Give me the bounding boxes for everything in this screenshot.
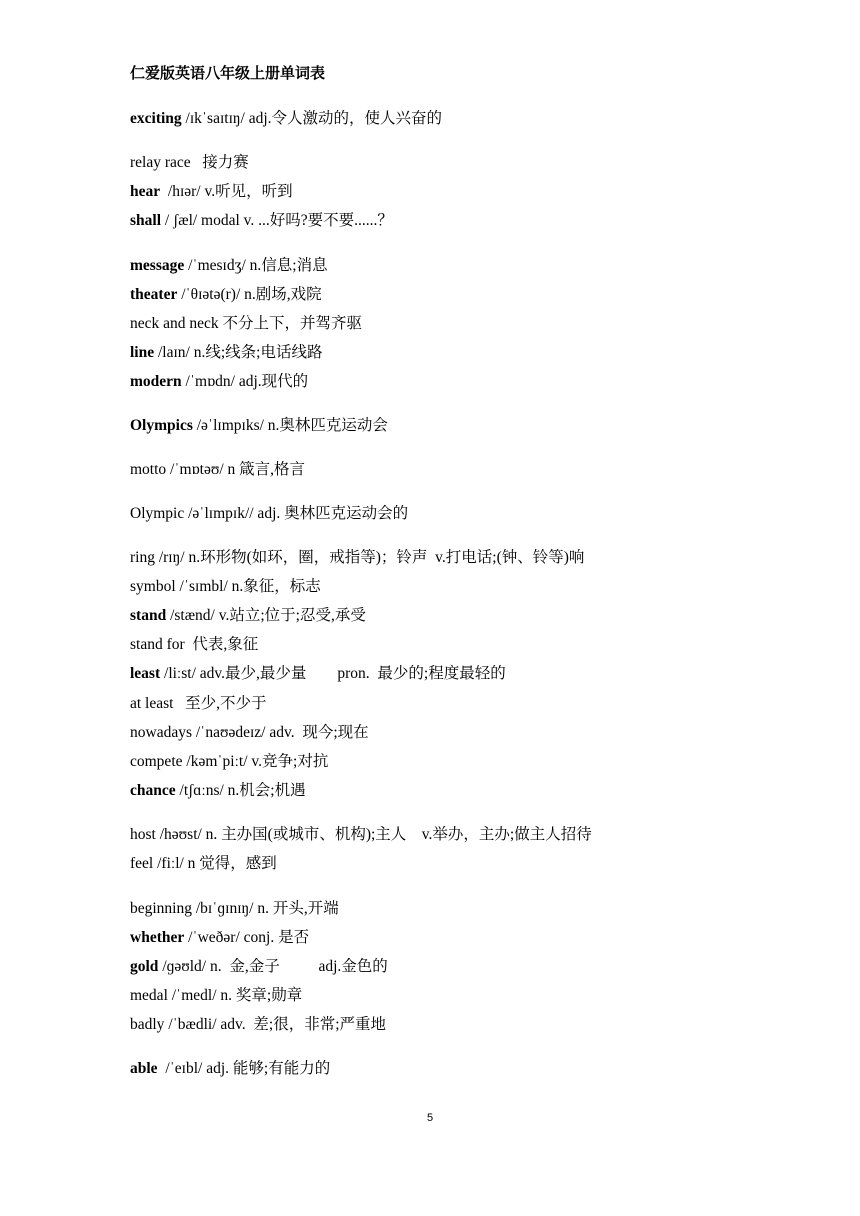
vocab-entry [130, 1015, 386, 1035]
vocab-entry [130, 211, 393, 231]
entry-definition: /ɪkˈsaɪtɪŋ/ adj.令人激动的，使人兴奋的 [181, 110, 443, 127]
vocab-entry [130, 781, 306, 801]
entry-definition: 不分上下，并驾齐驱 [218, 315, 363, 332]
entry-definition: /ɡəʊld/ n. 金,金子 adj.金色的 [158, 958, 388, 975]
vocab-entry [130, 285, 322, 305]
vocab-entry [130, 256, 328, 276]
entry-definition: 接力赛 [190, 154, 249, 171]
entry-word: gold [130, 958, 159, 975]
entry-definition: /ˈmesɪdʒ/ n.信息;消息 [184, 257, 328, 274]
entry-definition: /tʃɑːns/ n.机会;机遇 [175, 782, 306, 799]
vocab-entry [130, 664, 506, 684]
vocab-entry [130, 635, 258, 655]
entry-word: whether [130, 929, 185, 946]
entry-definition: /bɪˈɡɪnɪŋ/ n. 开头,开端 [192, 900, 339, 917]
vocab-entry [130, 372, 308, 392]
entry-word: least [130, 665, 161, 682]
vocab-entry [130, 577, 321, 597]
entry-word: stand for [130, 636, 185, 653]
entry-definition: /liːst/ adv.最少,最少量 pron. 最少的;程度最轻的 [160, 665, 506, 682]
entry-definition: /ˈnaʊədeɪz/ adv. 现今;现在 [192, 724, 369, 741]
entry-word: chance [130, 782, 176, 799]
entry-word: theater [130, 286, 178, 303]
entry-word: able [130, 1060, 158, 1077]
entry-definition: /stænd/ v.站立;位于;忍受,承受 [166, 607, 366, 624]
entry-definition: / ʃæl/ modal v. ...好吗?要不要......？ [161, 212, 393, 229]
vocab-entry [130, 825, 592, 845]
page-number: 5 [426, 1112, 434, 1124]
vocab-entry [130, 153, 249, 173]
vocab-entry [130, 694, 266, 714]
entry-word: nowadays [130, 724, 192, 741]
entry-word: host [130, 826, 156, 843]
entry-word: medal [130, 987, 168, 1004]
entry-word: Olympic [130, 505, 185, 522]
entry-word: feel [130, 855, 154, 872]
entry-word: neck and neck [130, 315, 219, 332]
entry-word: symbol [130, 578, 176, 595]
entry-word: exciting [130, 110, 182, 127]
entry-definition: 至少,不少于 [173, 695, 267, 712]
entry-definition: /əˈlɪmpɪks/ n.奥林匹克运动会 [192, 417, 388, 434]
vocab-entry [130, 182, 293, 202]
vocab-entry [130, 928, 309, 948]
vocab-entry [130, 957, 388, 977]
entry-word: shall [130, 212, 162, 229]
entry-word: modern [130, 373, 182, 390]
entry-definition: /laɪn/ n.线;线条;电话线路 [154, 344, 323, 361]
entry-word: message [130, 257, 185, 274]
vocab-entry [130, 416, 388, 436]
vocab-entry [130, 752, 328, 772]
entry-definition: /fiːl/ n 觉得，感到 [153, 855, 277, 872]
entry-definition: /kəmˈpiːt/ v.竞争;对抗 [182, 753, 329, 770]
vocab-entry [130, 314, 362, 334]
vocab-entry [130, 109, 442, 129]
entry-word: line [130, 344, 155, 361]
vocab-entry [130, 723, 369, 743]
vocab-entry [130, 460, 305, 480]
entry-definition: /rɪŋ/ n.环形物(如环，圈，戒指等)；铃声 v.打电话;(钟、铃等)响 [154, 549, 585, 566]
entry-word: badly [130, 1016, 165, 1033]
entry-word: relay race [130, 154, 191, 171]
entry-definition: /ˈweðər/ conj. 是否 [184, 929, 310, 946]
vocab-entry [130, 854, 277, 874]
vocab-entry [130, 986, 302, 1006]
entry-definition: /əˈlɪmpɪk// adj. 奥林匹克运动会的 [184, 505, 409, 522]
entry-definition: /ˈmɒdn/ adj.现代的 [181, 373, 309, 390]
entry-word: Olympics [130, 417, 193, 434]
vocab-entry [130, 1059, 330, 1079]
entry-definition: /ˈθɪətə(r)/ n.剧场,戏院 [177, 286, 322, 303]
entry-definition: 代表,象征 [184, 636, 259, 653]
vocab-entry [130, 899, 339, 919]
entry-word: hear [130, 183, 161, 200]
entry-word: motto [130, 461, 167, 478]
entry-word: ring [130, 549, 155, 566]
entry-definition: /ˈmɒtəʊ/ n 箴言,格言 [166, 461, 306, 478]
entry-definition: /ˈbædli/ adv. 差;很，非常;严重地 [164, 1016, 387, 1033]
entry-definition: /ˈsɪmbl/ n.象征，标志 [175, 578, 321, 595]
entry-word: at least [130, 695, 174, 712]
entry-word: beginning [130, 900, 192, 917]
entry-definition: /hɪər/ v.听见，听到 [160, 183, 293, 200]
entry-definition: /ˈeɪbl/ adj. 能够;有能力的 [157, 1060, 331, 1077]
vocab-entry [130, 504, 408, 524]
entry-definition: /həʊst/ n. 主办国(或城市、机构);主人 v.举办，主办;做主人招待 [155, 826, 592, 843]
entry-word: compete [130, 753, 183, 770]
vocab-entry [130, 343, 322, 363]
vocab-entry [130, 548, 584, 568]
page-header-title: 仁爱版英语八年级上册单词表 [130, 64, 326, 82]
entry-word: stand [130, 607, 167, 624]
entry-definition: /ˈmedl/ n. 奖章;勋章 [167, 987, 303, 1004]
vocab-entry [130, 606, 366, 626]
